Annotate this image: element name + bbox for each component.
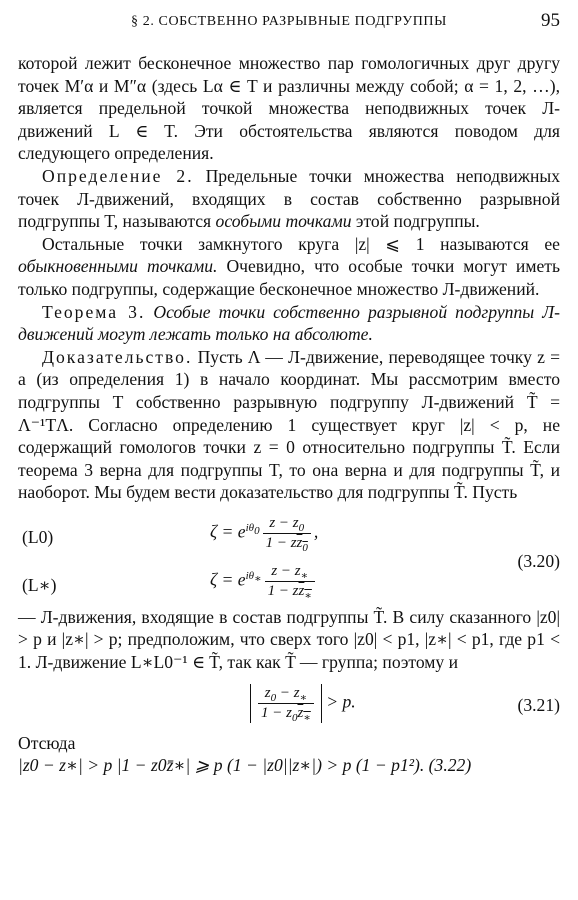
theorem-3 — [18, 301, 560, 346]
equation-number-3-20: (3.20) — [517, 550, 560, 571]
equation-3-21 — [18, 680, 560, 732]
proof-text: Пусть Λ — Л-движение, переводящее точку z = a (из определения 1) в начало координат. Мы рассмотрим вместо подгруппы T собственно разрывную подгруппу Л-движений T̃ = Λ⁻¹TΛ. Согласно определению 1 существует круг |z| < p, не содержащий гомологов точки z = 0 относительно подгруппы T̃. Если теорема 3 верна для подгруппы T, то она верна и для подгруппы T̃, и наоборот. Мы будем вести доказательство для подгруппы T̃. Пусть — [18, 346, 560, 503]
definition-text-a: Предельные точки множества неподвижных точек Л-движений, входящих в состав собственно разрывной подгруппы T, называются — [18, 165, 560, 232]
running-header — [0, 8, 578, 36]
ordinary-text-a: Остальные точки замкнутого круга |z| ⩽ 1 называются ее — [42, 233, 560, 254]
proof-label: Доказательство. — [42, 346, 193, 367]
ordinary-points-paragraph — [18, 233, 560, 301]
ordinary-term: обыкновенными точками. — [18, 256, 218, 277]
page-number: 95 — [541, 10, 560, 31]
otsyuda-line: Отсюда — [18, 732, 76, 753]
equation-row-L0: $\zeta = e^{i\theta_0}$ $\frac{z - z_0}{1 - zz_0}$ , — [210, 514, 319, 554]
equation-3-22: |z0 − z∗| > p |1 − z0z̄∗| ⩾ p (1 − |z0||z∗|) > p (1 − p1²). (3.22) — [18, 755, 472, 776]
definition-term: особыми точками — [215, 211, 352, 232]
equation-label-L0: (L0) — [22, 526, 54, 547]
page-body — [18, 52, 560, 777]
equation-number-3-21: (3.21) — [517, 694, 560, 715]
definition-2 — [18, 165, 560, 233]
definition-label: Определение 2. — [42, 165, 194, 186]
paragraph-continuation: которой лежит бесконечное множество пар гомологичных друг другу точек M′α и M″α (здесь Lα ∈ T и различны между собой; α = 1, 2, …), является предельной точкой множества неподвижных точек Л-движений L ∈ T. Эти обстоятельства являются поводом для следующего определения. — [18, 53, 560, 164]
equation-label-Lstar: (L∗) — [22, 574, 57, 595]
theorem-label: Теорема 3. — [42, 301, 146, 322]
equation-3-20 — [18, 514, 560, 606]
after-equation-paragraph: — Л-движения, входящие в состав подгруппы T̃. В силу сказанного |z0| > p и |z∗| > p; предположим, что сверх того |z0| < p1, |z∗| < p1, где p1 < 1. Л-движение L∗L0⁻¹ ∈ T̃, так как T̃ — группа; поэтому и — [18, 606, 560, 673]
theorem-text: Особые точки собственно разрывной подгруппы Л-движений могут лежать только на абсолюте. — [18, 301, 560, 345]
definition-text-b: этой подгруппы. — [355, 211, 480, 232]
ordinary-text-b: Очевидно, что особые точки могут иметь только подгруппы, содержащие бесконечное множество Л-движений. — [18, 256, 561, 299]
equation-core-3-21: $\frac{z_0 - z_∗}{1 - z_0z_∗}$ > p. — [250, 684, 356, 723]
running-title: § 2. СОБСТВЕННО РАЗРЫВНЫЕ ПОДГРУППЫ — [131, 14, 447, 29]
equation-row-Lstar: $\zeta = e^{i\theta_∗}$ $\frac{z - z_∗}{1 - zz_∗}$ — [210, 562, 318, 601]
proof-paragraph — [18, 346, 560, 504]
